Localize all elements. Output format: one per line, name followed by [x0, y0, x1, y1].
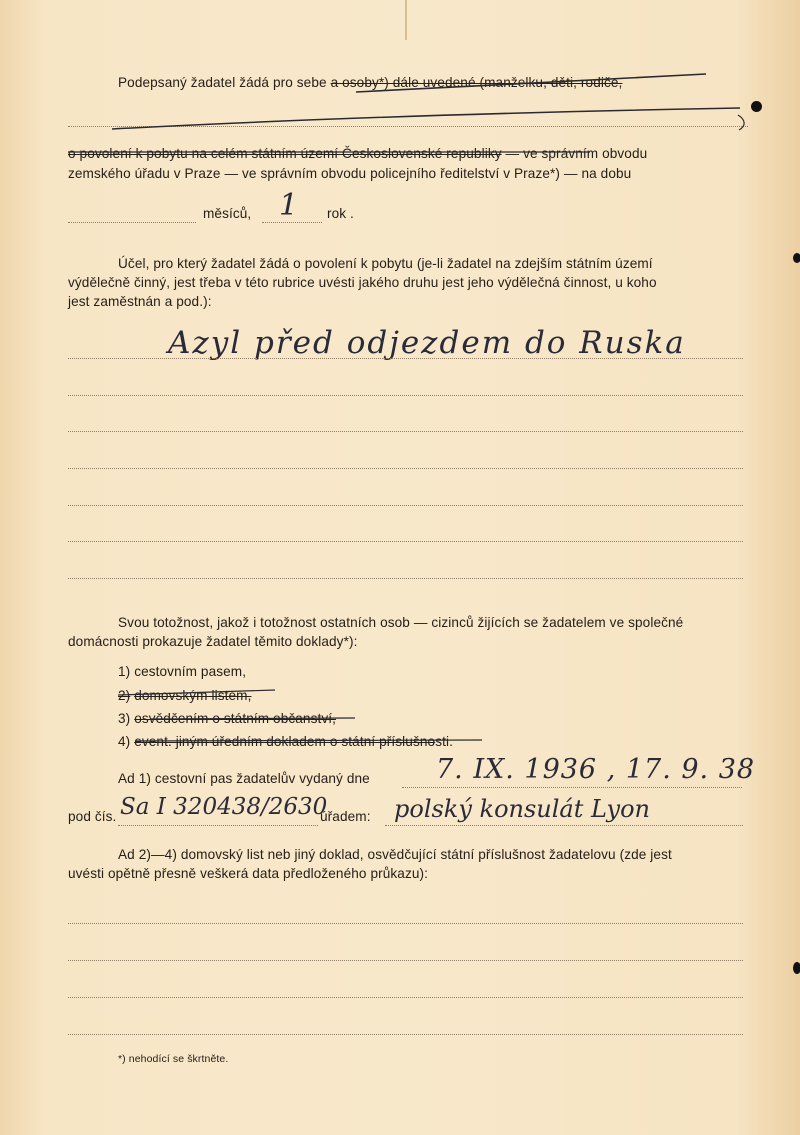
- passport-number[interactable]: Sa I 320438/2630: [120, 794, 328, 820]
- years-label: rok .: [327, 206, 354, 221]
- strikeout-stroke: [112, 108, 740, 129]
- strikeout-stroke: [150, 718, 355, 719]
- ad2-line-1: Ad 2)—4) domovský list neb jiný doklad, osvědčující státní příslušnost žadatelovu (zde jest: [118, 847, 672, 862]
- number-label: pod čís.: [68, 809, 117, 824]
- months-label: měsíců,: [203, 206, 252, 221]
- years-value[interactable]: 1: [279, 188, 299, 223]
- struck-persons-text: a osoby*) dále uvedené (manželku, děti, rodiče,: [330, 75, 623, 90]
- office-label: úřadem:: [320, 809, 371, 824]
- issuing-office[interactable]: polský konsulát Lyon: [394, 795, 650, 823]
- passport-date[interactable]: 7. IX. 1936 , 17. 9. 38: [436, 754, 756, 785]
- option-text: domovským listem,: [134, 688, 252, 703]
- option-text: event. jiným úředním dokladem o státní příslušno: [134, 734, 436, 749]
- purpose-answer[interactable]: Azyl před odjezdem do Ruska: [168, 325, 686, 361]
- ad2-line-2: uvésti opětně přesně veškerá data předloženého průkazu):: [68, 866, 429, 881]
- identity-line-1: Svou totožnost, jakož i totožnost ostatních osob — cizinců žijících se žadatelem ve společné: [118, 615, 684, 630]
- purpose-line-3: jest zaměstnán a pod.):: [68, 294, 212, 309]
- option-text: osvědčením o státním občanství,: [134, 711, 337, 726]
- passport-issued-label: cestovní pas žadatelův vydaný dne: [154, 771, 370, 786]
- district-text: — ve správním obvodu: [505, 146, 648, 161]
- strikeout-stroke: [118, 690, 275, 695]
- request-text: Podepsaný žadatel žádá pro sebe: [118, 75, 327, 90]
- bracket-stroke: [738, 115, 744, 130]
- option-number: 4): [118, 734, 131, 749]
- request-line-3: zemského úřadu v Praze — ve správním obvodu policejního ředitelství v Praze*) — na dobu: [68, 166, 632, 181]
- option-number: 3): [118, 711, 131, 726]
- identity-line-2: domácnosti prokazuje žadatel těmito doklady*):: [68, 634, 358, 649]
- option-number: 2): [118, 688, 131, 703]
- strikeout-stroke: [356, 74, 706, 92]
- struck-territory-text: o povolení k pobytu na celém státním území Československé republiky: [68, 146, 502, 161]
- strikeout-stroke: [136, 740, 482, 741]
- purpose-line-2: výdělečně činný, jest třeba v této rubrice uvésti jakého druhu jest jeho výdělečná činnost, u koho: [68, 275, 657, 290]
- option-number: 1): [118, 664, 131, 679]
- footnote: *) nehodící se škrtněte.: [118, 1053, 229, 1065]
- ad-label: Ad: [118, 771, 135, 786]
- option-text-end: sti.: [435, 734, 453, 749]
- option-text: cestovním pasem,: [134, 664, 247, 679]
- ad-number: 1): [138, 771, 152, 786]
- purpose-line-1: Účel, pro který žadatel žádá o povolení k pobytu (je-li žadatel na zdejším státním území: [118, 256, 653, 271]
